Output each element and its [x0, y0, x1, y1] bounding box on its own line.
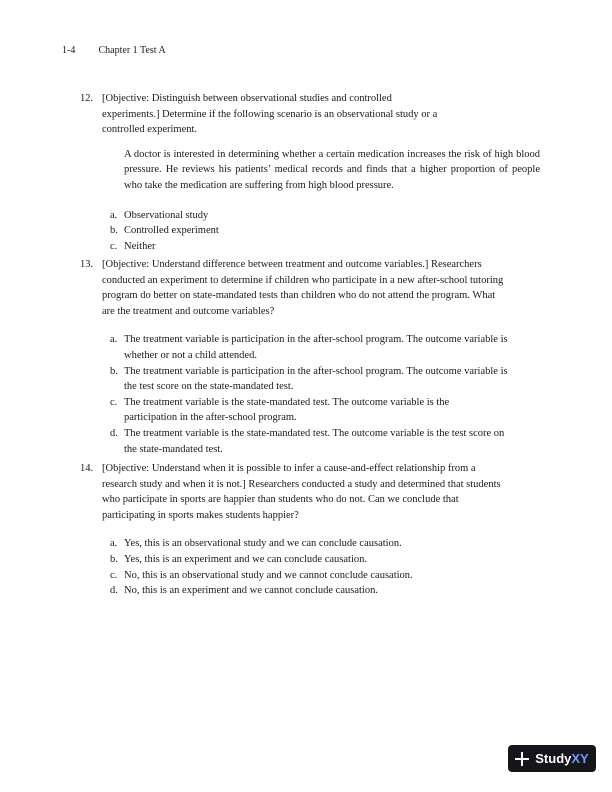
- option-letter: b.: [110, 225, 118, 237]
- question-line: [Objective: Understand difference between treatment and outcome variables.] Researchers: [102, 259, 482, 270]
- question-line: experiments.] Determine if the following scenario is an observational study or a: [102, 108, 438, 120]
- option-letter: a.: [110, 209, 118, 221]
- option-letter: d.: [110, 585, 118, 597]
- option-text: No, this is an observational study and we cannot conclude causation.: [124, 569, 413, 581]
- question-number: 13.: [80, 259, 94, 270]
- option-letter: c.: [110, 240, 118, 252]
- question-text: [102, 91, 540, 254]
- question-line: research study and when it is not.] Researchers conducted a study and determined that students: [102, 478, 501, 490]
- option-a[interactable]: [110, 208, 540, 224]
- option-text: Yes, this is an observational study and we can conclude causation.: [124, 538, 402, 550]
- option-a[interactable]: [110, 332, 540, 363]
- option-letter: c.: [110, 569, 118, 581]
- question-line: participating in sports makes students happier?: [102, 509, 299, 521]
- question-line: program do better on state-mandated tests than children who do not attend the program. What: [102, 290, 496, 302]
- option-text: The treatment variable is participation in the after-school program. The outcome variable is: [124, 365, 508, 377]
- question-number: 12.: [80, 93, 94, 104]
- brand-name-part1: Study: [535, 751, 572, 766]
- question-text: [102, 461, 540, 599]
- question-14: [80, 461, 540, 599]
- option-d[interactable]: [110, 426, 540, 457]
- chapter-title: Chapter 1 Test A: [98, 45, 166, 56]
- question-line: who participate in sports are happier than students who do not. Can we conclude that: [102, 494, 459, 506]
- option-d[interactable]: [110, 583, 540, 599]
- option-letter: b.: [110, 365, 118, 377]
- question-line: [Objective: Distinguish between observational studies and controlled: [102, 93, 392, 104]
- brand-name-part2: XY: [571, 751, 589, 766]
- question-12: [80, 91, 540, 254]
- question-text: [102, 257, 540, 457]
- option-text: The treatment variable is the state-mandated test. The outcome variable is the test score on: [124, 427, 505, 439]
- option-text-cont: the state-mandated test.: [124, 443, 223, 455]
- option-text: The treatment variable is participation in the after-school program. The outcome variable is: [124, 334, 508, 346]
- question-line: are the treatment and outcome variables?: [102, 305, 275, 317]
- option-b[interactable]: [110, 223, 540, 239]
- option-text: Yes, this is an experiment and we can conclude causation.: [124, 553, 367, 565]
- option-letter: b.: [110, 553, 118, 565]
- option-text: Neither: [124, 240, 156, 252]
- option-text-cont: the test score on the state-mandated test.: [124, 381, 294, 393]
- option-c[interactable]: [110, 239, 540, 255]
- question-line: controlled experiment.: [102, 124, 198, 136]
- plus-icon: [515, 752, 529, 766]
- option-letter: d.: [110, 427, 118, 439]
- option-text: The treatment variable is the state-mandated test. The outcome variable is the: [124, 396, 450, 408]
- option-text: No, this is an experiment and we cannot conclude causation.: [124, 585, 378, 597]
- question-line: conducted an experiment to determine if children who participate in a new after-school tutoring: [102, 274, 504, 286]
- studyxy-badge[interactable]: [508, 745, 596, 772]
- question-line: [Objective: Understand when it is possible to infer a cause-and-effect relationship from a: [102, 463, 476, 474]
- option-text-cont: whether or not a child attended.: [124, 349, 257, 361]
- option-b[interactable]: [110, 552, 540, 568]
- question-13: [80, 257, 540, 457]
- option-a[interactable]: [110, 536, 540, 552]
- page-number: 1-4: [62, 45, 76, 56]
- answer-options: [110, 208, 540, 255]
- answer-options: [110, 332, 540, 457]
- scenario-text: A doctor is interested in determining whether a certain medication increases the risk of high blood pressure. He reviews his patients’ medical records and finds that a higher proportion of people who take the medication are suffering from high blood pressure.: [124, 148, 540, 191]
- option-text: Observational study: [124, 209, 209, 221]
- answer-options: [110, 536, 540, 598]
- option-letter: a.: [110, 538, 118, 550]
- option-text-cont: participation in the after-school program.: [124, 412, 297, 424]
- question-number: 14.: [80, 463, 94, 474]
- option-c[interactable]: [110, 568, 540, 584]
- option-b[interactable]: [110, 364, 540, 395]
- option-letter: c.: [110, 396, 118, 408]
- page-header: [62, 45, 166, 56]
- option-letter: a.: [110, 334, 118, 346]
- option-text: Controlled experiment: [124, 225, 219, 237]
- option-c[interactable]: [110, 395, 540, 426]
